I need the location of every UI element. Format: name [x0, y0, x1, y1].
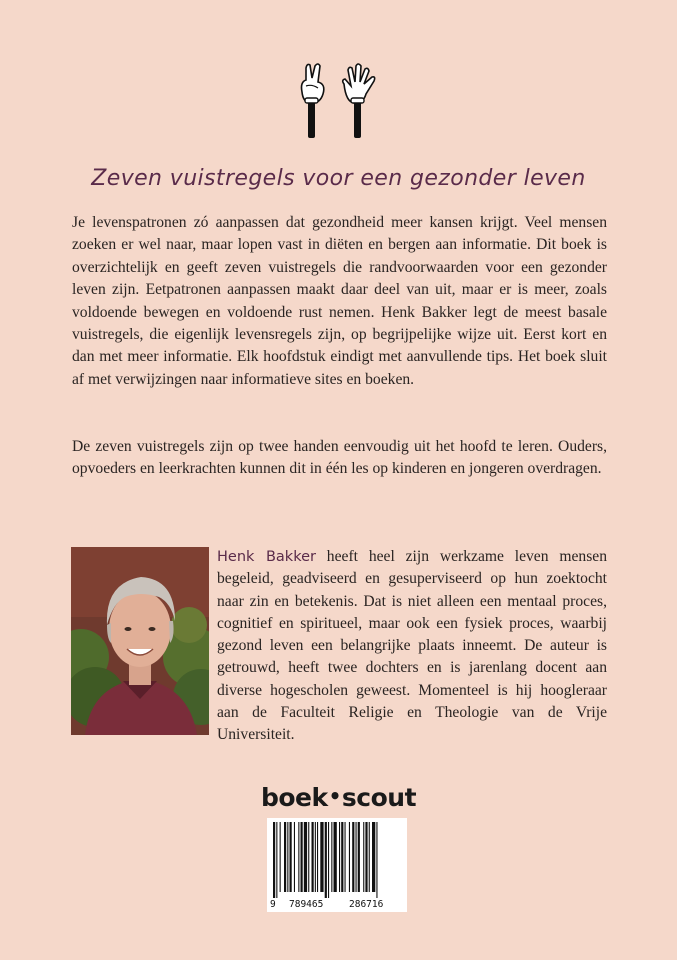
barcode-bars [273, 822, 401, 898]
hands-illustration [296, 62, 380, 140]
barcode-bar [284, 822, 286, 892]
barcode-bar [356, 822, 357, 892]
author-bio [217, 546, 607, 747]
barcode-left-group: 789465 [289, 899, 324, 910]
author-photo [71, 547, 209, 735]
author-name: Henk Bakker [217, 549, 316, 565]
barcode-bar [280, 822, 281, 892]
barcode [267, 818, 407, 912]
barcode-bar [328, 822, 329, 898]
barcode-bar [317, 822, 318, 892]
barcode-bar [312, 822, 314, 892]
barcode-bar [290, 822, 292, 892]
barcode-bar [363, 822, 364, 892]
barcode-bar [301, 822, 303, 892]
barcode-bar [304, 822, 307, 892]
book-title: Zeven vuistregels voor een gezonder leven [91, 166, 586, 191]
barcode-bar [341, 822, 343, 892]
barcode-bar [334, 822, 337, 892]
barcode-bar [372, 822, 375, 892]
barcode-bar [320, 822, 323, 892]
blurb-paragraph-2: De zeven vuistregels zijn op twee handen eenvoudig uit het hoofd te leren. Ouders, opvoeders en leerkrachten kunnen dit in één les op kinderen en jongeren overdragen. [72, 438, 607, 478]
barcode-bar [352, 822, 354, 892]
publisher-logo [0, 783, 677, 812]
barcode-bar [358, 822, 360, 892]
author-bio-text: heeft heel zijn werkzame leven mensen begeleid, geadviseerd en gesuperviseerd op hun zoektocht naar zin en betekenis. Dat is niet alleen een mentaal proces, cognitief en spiritueel, maar ook een fysiek proces, waarbij gezond leven een belangrijke plaats inneemt. De auteur is getrouwd, heeft twee dochters en is jarenlang docent aan diverse hogescholen geweest. Momenteel is hij hoogleraar aan de Faculteit Religie en Theologie van de Vrije Universiteit. [217, 548, 607, 744]
barcode-bar [376, 822, 377, 898]
publisher-logo-part-1: boek [260, 783, 328, 812]
barcode-bar [345, 822, 346, 892]
barcode-bar [287, 822, 288, 892]
barcode-bar [315, 822, 316, 892]
barcode-bar [369, 822, 370, 892]
barcode-bar [349, 822, 350, 892]
barcode-bar [294, 822, 295, 892]
hand-two-fingers-icon [302, 64, 324, 138]
barcode-bar [331, 822, 332, 892]
barcode-bar [298, 822, 299, 892]
barcode-first-digit: 9 [270, 899, 276, 910]
publisher-logo-part-2: scout [341, 783, 417, 812]
barcode-right-group: 286716 [349, 899, 384, 910]
barcode-bar [308, 822, 309, 892]
blurb-paragraph-1: Je levenspatronen zó aanpassen dat gezondheid meer kansen krijgt. Veel mensen zoeken er wel naar, maar lopen vast in diëten en bergen aan informatie. Dit boek is overzichtelijk en geeft zeven vuistregels die randvoorwaarden voor een gezonder leven zijn. Eetpatronen aanpassen maakt daar deel van uit, maar er is meer, zoals voldoende bewegen en voldoende rust nemen. Henk Bakker legt de meest basale vuistregels, die eigenlijk levensregels zijn, op begrijpelijke wijze uit. Eerst kort en dan met meer informatie. Elk hoofdstuk eindigt met aanvullende tips. Het boek sluit af met verwijzingen naar informatieve sites en boeken. [72, 214, 607, 388]
barcode-bar [365, 822, 367, 892]
barcode-bar [325, 822, 327, 898]
publisher-logo-separator: • [328, 784, 341, 808]
barcode-bar [273, 822, 275, 898]
barcode-bar [276, 822, 277, 898]
barcode-bar [339, 822, 340, 892]
hand-five-fingers-icon [343, 64, 375, 138]
